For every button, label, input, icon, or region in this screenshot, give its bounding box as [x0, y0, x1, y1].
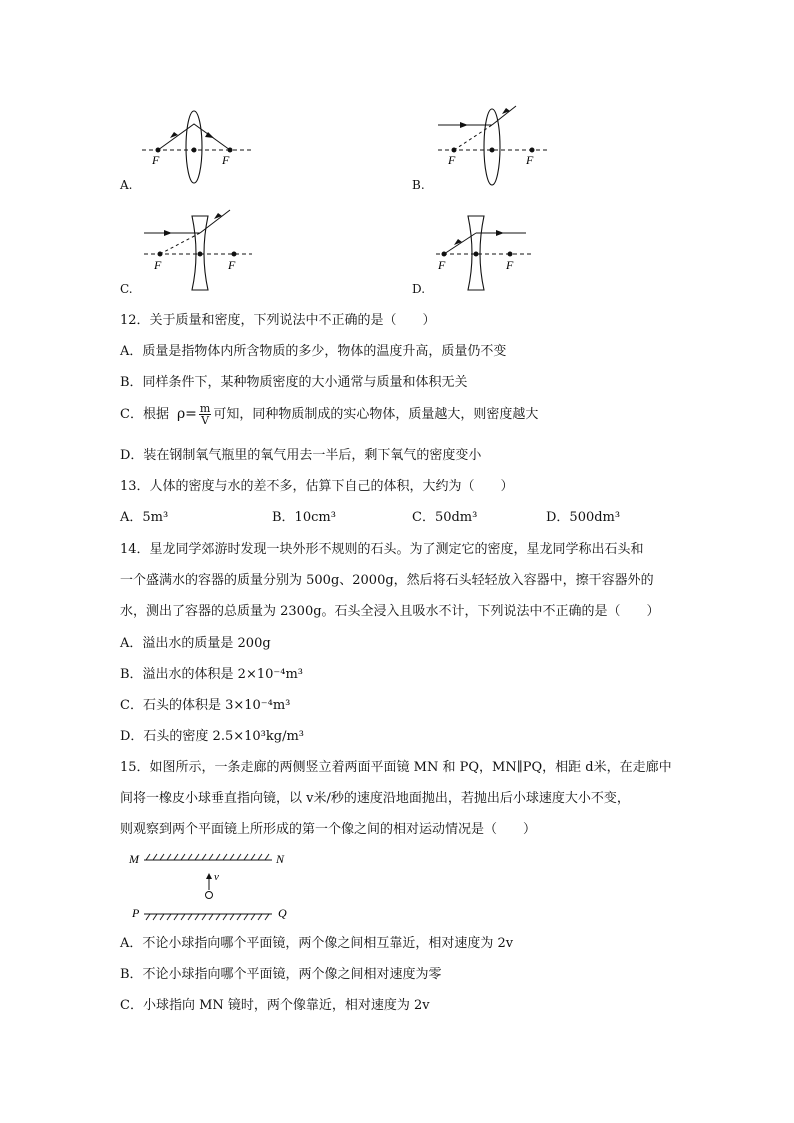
convex-lens — [186, 111, 202, 183]
q15-stem-line-2: 间将一橡皮小球垂直指向镜，以 v米/秒的速度沿地面抛出，若抛出后小球速度大小不变， — [120, 791, 630, 806]
option-label-b: B. — [412, 178, 425, 192]
density-fraction — [199, 403, 211, 426]
mirror-mn — [144, 854, 272, 860]
svg-text:F: F — [222, 153, 230, 167]
q14-option-b: B．溢出水的体积是 2×10⁻⁴m³ — [120, 667, 304, 682]
svg-text:v: v — [214, 871, 219, 883]
q13-option-a: A．5m³ — [120, 510, 169, 525]
option-label-d: D. — [412, 282, 426, 296]
svg-text:N: N — [276, 852, 285, 866]
option-label-a: A. — [120, 178, 133, 192]
q12-option-c-suffix: 可知，同种物质制成的实心物体，质量越大，则密度越大 — [213, 407, 539, 422]
svg-text:P: P — [132, 906, 140, 920]
svg-text:F: F — [526, 153, 534, 167]
svg-text:F: F — [152, 153, 160, 167]
fraction-denominator: V — [201, 414, 210, 427]
mirror-pq — [144, 914, 272, 920]
option-label-c: C. — [120, 282, 133, 296]
density-formula-rho: ρ= — [176, 406, 197, 422]
svg-text:F: F — [228, 258, 236, 272]
q13-option-d: D．500dm³ — [546, 510, 621, 525]
diagram-d-concave-lens — [432, 208, 536, 294]
diagram-c-concave-lens — [140, 206, 256, 294]
q14-stem-line-2: 一个盛满水的容器的质量分别为 500g、2000g，然后将石头轻轻放入容器中，擦干容器外的 — [120, 573, 654, 588]
svg-text:F: F — [438, 258, 446, 272]
rubber-ball — [206, 892, 213, 899]
q12-option-d: D．装在钢制氧气瓶里的氧气用去一半后，剩下氧气的密度变小 — [120, 448, 482, 463]
svg-text:Q: Q — [278, 906, 287, 920]
q12-option-b: B．同样条件下，某种物质密度的大小通常与质量和体积无关 — [120, 375, 468, 390]
q14-stem-line-1: 14．星龙同学郊游时发现一块外形不规则的石头。为了测定它的密度，星龙同学称出石头和 — [120, 542, 644, 557]
q15-option-a: A．不论小球指向哪个平面镜，两个像之间相互靠近，相对速度为 2v — [120, 936, 514, 951]
svg-text:F: F — [154, 258, 162, 272]
q14-stem-line-3: 水，测出了容器的总质量为 2300g。石头全浸入且吸水不计，下列说法中不正确的是（ ） — [120, 604, 660, 619]
q14-option-d: D．石头的密度 2.5×10³kg/m³ — [120, 729, 304, 744]
mirror-corridor-figure — [126, 846, 296, 926]
q13-stem: 13．人体的密度与水的差不多，估算下自己的体积，大约为（ ） — [120, 479, 514, 494]
q14-option-c: C．石头的体积是 3×10⁻⁴m³ — [120, 698, 291, 713]
fraction-numerator: m — [199, 402, 211, 415]
svg-text:F: F — [448, 153, 456, 167]
diagram-a-convex-lens — [138, 110, 256, 192]
q13-option-b: B．10cm³ — [272, 510, 336, 525]
svg-text:F: F — [506, 258, 514, 272]
diagram-b-convex-lens — [432, 100, 552, 192]
q14-option-a: A．溢出水的质量是 200g — [120, 636, 271, 651]
q12-option-a: A．质量是指物体内所含物质的多少，物体的温度升高，质量仍不变 — [120, 344, 507, 359]
svg-text:M: M — [129, 852, 139, 866]
q15-option-b: B．不论小球指向哪个平面镜，两个像之间相对速度为零 — [120, 967, 442, 982]
q12-option-c — [120, 403, 538, 426]
q15-stem-line-1: 15．如图所示，一条走廊的两侧竖立着两面平面镜 MN 和 PQ，MN∥PQ，相距 d米，在走廊中 — [120, 760, 672, 775]
q15-option-c: C．小球指向 MN 镜时，两个像靠近，相对速度为 2v — [120, 998, 430, 1013]
q13-option-c: C．50dm³ — [412, 510, 478, 525]
q12-option-c-prefix: C．根据 — [120, 407, 169, 422]
q12-stem: 12．关于质量和密度，下列说法中不正确的是（ ） — [120, 313, 436, 328]
q15-stem-line-3: 则观察到两个平面镜上所形成的第一个像之间的相对运动情况是（ ） — [120, 822, 537, 837]
